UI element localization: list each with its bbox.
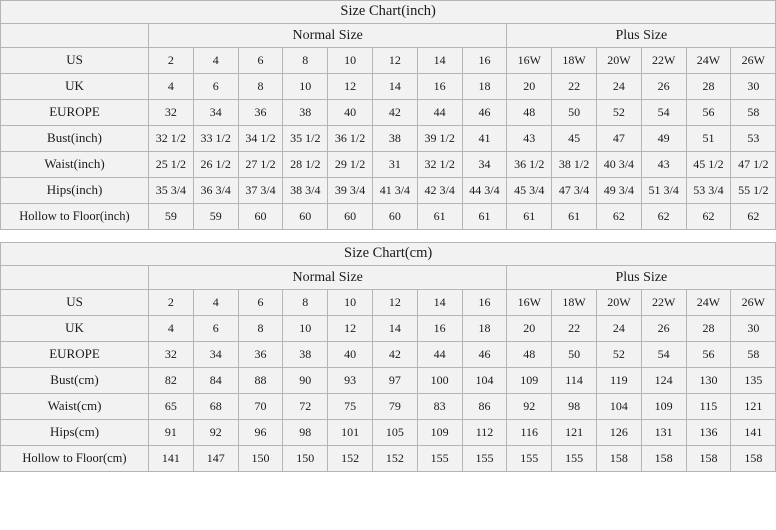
- table-cell: 91: [149, 420, 194, 446]
- table-cell: 30: [731, 74, 776, 100]
- table-cell: 136: [686, 420, 731, 446]
- table-cell: 38: [283, 100, 328, 126]
- group-header-plus-size: Plus Size: [507, 24, 776, 48]
- table-cell: 141: [149, 446, 194, 472]
- table-cell: 41: [462, 126, 507, 152]
- table-row: [1, 48, 776, 74]
- table-cell: 46: [462, 100, 507, 126]
- table-cell: 62: [596, 204, 641, 230]
- table-cell: 30: [731, 316, 776, 342]
- group-header-blank: [1, 266, 149, 290]
- chart-title: Size Chart(inch): [1, 1, 776, 24]
- table-cell: 37 3/4: [238, 178, 283, 204]
- table-cell: 155: [462, 446, 507, 472]
- table-cell: 14: [372, 74, 417, 100]
- row-label: EUROPE: [1, 342, 149, 368]
- table-cell: 158: [641, 446, 686, 472]
- table-cell: 10: [283, 316, 328, 342]
- table-cell: 62: [641, 204, 686, 230]
- row-label: Hips(cm): [1, 420, 149, 446]
- table-cell: 22: [552, 316, 597, 342]
- table-cell: 109: [641, 394, 686, 420]
- table-cell: 92: [193, 420, 238, 446]
- table-cell: 53 3/4: [686, 178, 731, 204]
- table-cell: 28 1/2: [283, 152, 328, 178]
- table-cell: 4: [193, 48, 238, 74]
- table-cell: 158: [731, 446, 776, 472]
- table-cell: 92: [507, 394, 552, 420]
- size-chart-table: [0, 242, 776, 472]
- table-cell: 104: [596, 394, 641, 420]
- table-cell: 22: [552, 74, 597, 100]
- table-cell: 29 1/2: [328, 152, 373, 178]
- table-cell: 82: [149, 368, 194, 394]
- row-label: Hips(inch): [1, 178, 149, 204]
- table-row: [1, 342, 776, 368]
- table-cell: 114: [552, 368, 597, 394]
- table-cell: 48: [507, 100, 552, 126]
- table-cell: 16: [417, 74, 462, 100]
- table-cell: 68: [193, 394, 238, 420]
- table-cell: 16W: [507, 290, 552, 316]
- group-header-blank: [1, 24, 149, 48]
- table-cell: 24: [596, 74, 641, 100]
- table-cell: 158: [596, 446, 641, 472]
- table-cell: 45 1/2: [686, 152, 731, 178]
- table-cell: 6: [238, 48, 283, 74]
- table-cell: 36: [238, 100, 283, 126]
- table-cell: 130: [686, 368, 731, 394]
- row-label: Bust(cm): [1, 368, 149, 394]
- table-cell: 34: [462, 152, 507, 178]
- table-cell: 26W: [731, 48, 776, 74]
- table-cell: 36 1/2: [328, 126, 373, 152]
- table-cell: 90: [283, 368, 328, 394]
- table-cell: 34: [193, 100, 238, 126]
- table-cell: 32 1/2: [417, 152, 462, 178]
- table-row: [1, 100, 776, 126]
- table-cell: 34 1/2: [238, 126, 283, 152]
- table-cell: 39 1/2: [417, 126, 462, 152]
- table-cell: 16: [417, 316, 462, 342]
- table-cell: 115: [686, 394, 731, 420]
- table-cell: 135: [731, 368, 776, 394]
- table-cell: 48: [507, 342, 552, 368]
- table-cell: 44: [417, 100, 462, 126]
- table-cell: 26: [641, 74, 686, 100]
- table-cell: 18W: [552, 48, 597, 74]
- table-cell: 22W: [641, 290, 686, 316]
- table-cell: 45: [552, 126, 597, 152]
- table-cell: 59: [193, 204, 238, 230]
- table-cell: 36 1/2: [507, 152, 552, 178]
- table-cell: 84: [193, 368, 238, 394]
- table-cell: 60: [328, 204, 373, 230]
- table-cell: 20W: [596, 290, 641, 316]
- table-cell: 42: [372, 342, 417, 368]
- row-label: UK: [1, 316, 149, 342]
- table-cell: 109: [507, 368, 552, 394]
- table-cell: 6: [193, 74, 238, 100]
- table-cell: 61: [552, 204, 597, 230]
- table-cell: 18: [462, 74, 507, 100]
- group-header-plus-size: Plus Size: [507, 266, 776, 290]
- table-cell: 24W: [686, 290, 731, 316]
- table-cell: 150: [238, 446, 283, 472]
- table-row: [1, 126, 776, 152]
- table-cell: 28: [686, 316, 731, 342]
- table-cell: 100: [417, 368, 462, 394]
- table-cell: 12: [328, 74, 373, 100]
- table-cell: 20: [507, 74, 552, 100]
- row-label: US: [1, 290, 149, 316]
- table-cell: 155: [417, 446, 462, 472]
- table-cell: 8: [238, 74, 283, 100]
- table-cell: 56: [686, 100, 731, 126]
- chart-title-row: [1, 1, 776, 24]
- table-cell: 4: [193, 290, 238, 316]
- table-cell: 44: [417, 342, 462, 368]
- table-cell: 61: [417, 204, 462, 230]
- table-cell: 52: [596, 100, 641, 126]
- table-cell: 32: [149, 100, 194, 126]
- table-cell: 42: [372, 100, 417, 126]
- table-cell: 31: [372, 152, 417, 178]
- group-header-normal-size: Normal Size: [149, 266, 507, 290]
- table-cell: 155: [507, 446, 552, 472]
- table-cell: 38: [372, 126, 417, 152]
- table-cell: 53: [731, 126, 776, 152]
- table-cell: 97: [372, 368, 417, 394]
- table-cell: 45 3/4: [507, 178, 552, 204]
- table-cell: 40: [328, 100, 373, 126]
- table-cell: 131: [641, 420, 686, 446]
- table-cell: 105: [372, 420, 417, 446]
- table-row: [1, 368, 776, 394]
- table-cell: 4: [149, 74, 194, 100]
- table-cell: 61: [462, 204, 507, 230]
- table-cell: 24W: [686, 48, 731, 74]
- table-cell: 20W: [596, 48, 641, 74]
- table-cell: 40: [328, 342, 373, 368]
- table-cell: 98: [283, 420, 328, 446]
- table-cell: 58: [731, 100, 776, 126]
- table-cell: 152: [328, 446, 373, 472]
- table-cell: 2: [149, 290, 194, 316]
- chart-separator: [0, 230, 686, 242]
- row-label: Hollow to Floor(inch): [1, 204, 149, 230]
- table-cell: 2: [149, 48, 194, 74]
- row-label: Hollow to Floor(cm): [1, 446, 149, 472]
- table-cell: 126: [596, 420, 641, 446]
- table-cell: 47: [596, 126, 641, 152]
- table-cell: 49: [641, 126, 686, 152]
- table-cell: 60: [283, 204, 328, 230]
- table-row: [1, 204, 776, 230]
- table-cell: 35 3/4: [149, 178, 194, 204]
- table-cell: 72: [283, 394, 328, 420]
- table-cell: 119: [596, 368, 641, 394]
- table-cell: 32 1/2: [149, 126, 194, 152]
- table-cell: 35 1/2: [283, 126, 328, 152]
- table-cell: 88: [238, 368, 283, 394]
- row-label: Bust(inch): [1, 126, 149, 152]
- table-cell: 98: [552, 394, 597, 420]
- table-row: [1, 290, 776, 316]
- table-cell: 109: [417, 420, 462, 446]
- table-cell: 42 3/4: [417, 178, 462, 204]
- table-cell: 14: [417, 290, 462, 316]
- table-cell: 54: [641, 342, 686, 368]
- table-cell: 18W: [552, 290, 597, 316]
- table-cell: 52: [596, 342, 641, 368]
- table-cell: 51 3/4: [641, 178, 686, 204]
- table-cell: 12: [328, 316, 373, 342]
- table-cell: 54: [641, 100, 686, 126]
- group-header-row: [1, 266, 776, 290]
- table-cell: 47 3/4: [552, 178, 597, 204]
- table-row: [1, 316, 776, 342]
- size-chart-table: [0, 0, 776, 230]
- table-cell: 38 1/2: [552, 152, 597, 178]
- table-cell: 14: [372, 316, 417, 342]
- table-cell: 8: [283, 290, 328, 316]
- table-cell: 147: [193, 446, 238, 472]
- table-cell: 26W: [731, 290, 776, 316]
- table-cell: 32: [149, 342, 194, 368]
- table-row: [1, 152, 776, 178]
- table-row: [1, 420, 776, 446]
- table-cell: 150: [283, 446, 328, 472]
- table-cell: 12: [372, 48, 417, 74]
- table-cell: 60: [372, 204, 417, 230]
- table-cell: 24: [596, 316, 641, 342]
- table-cell: 16: [462, 48, 507, 74]
- row-label: Waist(inch): [1, 152, 149, 178]
- table-cell: 6: [238, 290, 283, 316]
- table-cell: 104: [462, 368, 507, 394]
- table-cell: 112: [462, 420, 507, 446]
- table-cell: 56: [686, 342, 731, 368]
- table-cell: 60: [238, 204, 283, 230]
- table-cell: 79: [372, 394, 417, 420]
- table-cell: 121: [731, 394, 776, 420]
- table-cell: 116: [507, 420, 552, 446]
- table-cell: 96: [238, 420, 283, 446]
- table-cell: 40 3/4: [596, 152, 641, 178]
- table-cell: 22W: [641, 48, 686, 74]
- table-cell: 50: [552, 100, 597, 126]
- table-cell: 33 1/2: [193, 126, 238, 152]
- table-cell: 61: [507, 204, 552, 230]
- row-label: UK: [1, 74, 149, 100]
- size-chart-cm: [0, 242, 765, 472]
- table-cell: 8: [238, 316, 283, 342]
- table-cell: 27 1/2: [238, 152, 283, 178]
- table-cell: 86: [462, 394, 507, 420]
- group-header-normal-size: Normal Size: [149, 24, 507, 48]
- table-cell: 152: [372, 446, 417, 472]
- table-cell: 39 3/4: [328, 178, 373, 204]
- table-cell: 26: [641, 316, 686, 342]
- table-cell: 58: [731, 342, 776, 368]
- table-cell: 62: [731, 204, 776, 230]
- table-cell: 38 3/4: [283, 178, 328, 204]
- table-cell: 155: [552, 446, 597, 472]
- table-cell: 93: [328, 368, 373, 394]
- table-cell: 65: [149, 394, 194, 420]
- table-cell: 6: [193, 316, 238, 342]
- table-cell: 124: [641, 368, 686, 394]
- table-cell: 141: [731, 420, 776, 446]
- chart-title: Size Chart(cm): [1, 243, 776, 266]
- table-cell: 36 3/4: [193, 178, 238, 204]
- table-cell: 14: [417, 48, 462, 74]
- table-cell: 10: [283, 74, 328, 100]
- table-cell: 8: [283, 48, 328, 74]
- table-cell: 34: [193, 342, 238, 368]
- table-cell: 4: [149, 316, 194, 342]
- table-cell: 101: [328, 420, 373, 446]
- table-cell: 10: [328, 290, 373, 316]
- table-cell: 51: [686, 126, 731, 152]
- table-cell: 70: [238, 394, 283, 420]
- table-cell: 38: [283, 342, 328, 368]
- table-cell: 75: [328, 394, 373, 420]
- table-cell: 121: [552, 420, 597, 446]
- table-row: [1, 178, 776, 204]
- table-cell: 41 3/4: [372, 178, 417, 204]
- table-cell: 47 1/2: [731, 152, 776, 178]
- table-cell: 26 1/2: [193, 152, 238, 178]
- table-row: [1, 394, 776, 420]
- size-chart-inch: [0, 0, 769, 230]
- table-cell: 158: [686, 446, 731, 472]
- chart-title-row: [1, 243, 776, 266]
- table-cell: 46: [462, 342, 507, 368]
- row-label: EUROPE: [1, 100, 149, 126]
- row-label: US: [1, 48, 149, 74]
- table-cell: 83: [417, 394, 462, 420]
- table-cell: 12: [372, 290, 417, 316]
- table-cell: 59: [149, 204, 194, 230]
- table-cell: 49 3/4: [596, 178, 641, 204]
- table-cell: 36: [238, 342, 283, 368]
- table-cell: 50: [552, 342, 597, 368]
- table-cell: 16W: [507, 48, 552, 74]
- table-row: [1, 446, 776, 472]
- table-cell: 18: [462, 316, 507, 342]
- row-label: Waist(cm): [1, 394, 149, 420]
- table-cell: 25 1/2: [149, 152, 194, 178]
- table-cell: 62: [686, 204, 731, 230]
- table-cell: 16: [462, 290, 507, 316]
- table-cell: 43: [507, 126, 552, 152]
- table-cell: 28: [686, 74, 731, 100]
- table-cell: 20: [507, 316, 552, 342]
- table-row: [1, 74, 776, 100]
- table-cell: 44 3/4: [462, 178, 507, 204]
- table-cell: 55 1/2: [731, 178, 776, 204]
- group-header-row: [1, 24, 776, 48]
- table-cell: 43: [641, 152, 686, 178]
- table-cell: 10: [328, 48, 373, 74]
